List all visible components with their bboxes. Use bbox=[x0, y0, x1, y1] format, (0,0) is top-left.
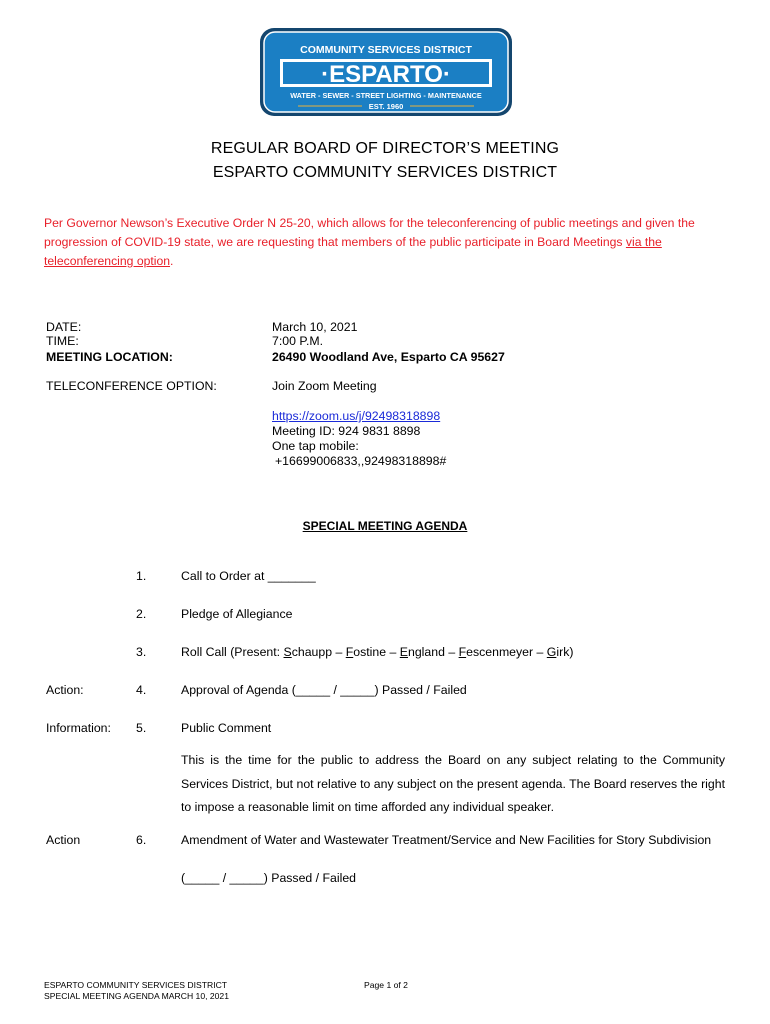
logo-services: WATER - SEWER - STREET LIGHTING - MAINTENANCE bbox=[290, 91, 482, 100]
member-initial: F bbox=[458, 645, 467, 659]
item-number: 4. bbox=[136, 683, 147, 697]
agenda-item-roll-call bbox=[181, 645, 573, 660]
location-label: MEETING LOCATION: bbox=[46, 350, 173, 364]
member-separator: – bbox=[444, 645, 459, 659]
meeting-location: 26490 Woodland Ave, Esparto CA 95627 bbox=[272, 350, 505, 364]
meeting-time: 7:00 P.M. bbox=[272, 334, 324, 348]
member-initial: G bbox=[546, 645, 557, 659]
member-separator: – bbox=[386, 645, 400, 659]
roll-call-prefix: Roll Call (Present: bbox=[181, 645, 284, 659]
district-logo bbox=[258, 26, 514, 118]
agenda-item-pledge: Pledge of Allegiance bbox=[181, 607, 293, 621]
item-number: 3. bbox=[136, 645, 147, 659]
member-name: chaupp bbox=[291, 645, 333, 659]
item-number: 6. bbox=[136, 833, 147, 847]
member-name: ostine bbox=[353, 645, 387, 659]
item-type-label: Information: bbox=[46, 721, 111, 735]
member-name: irk bbox=[556, 645, 570, 659]
district-title: ESPARTO COMMUNITY SERVICES DISTRICT bbox=[212, 164, 558, 181]
one-tap-phone: +16699006833,,92498318898# bbox=[275, 454, 447, 468]
item-type-label: Action bbox=[46, 833, 81, 847]
agenda-item-public-comment: Public Comment bbox=[181, 721, 272, 735]
public-comment-paragraph: This is the time for the public to address the Board on any subject relating to the Community Services District, but not relative to any subject on the present agenda. The Board reserves the right to impose a reasonable limit on time afforded any individual speaker. bbox=[181, 753, 725, 814]
notice-end: . bbox=[170, 254, 174, 268]
page-number: Page 1 of 2 bbox=[364, 980, 408, 990]
agenda-heading: SPECIAL MEETING AGENDA bbox=[302, 519, 468, 533]
notice-text: Per Governor Newson’s Executive Order N 25-20, which allows for the teleconferencing of public meetings and given the progression of COVID-19 state, we are requesting that members of the public participate in Board Meetings bbox=[44, 216, 695, 249]
logo-est: EST. 1960 bbox=[368, 102, 404, 111]
agenda-item-amendment: Amendment of Water and Wastewater Treatment/Service and New Facilities for Story Subdivision bbox=[181, 833, 712, 847]
logo-top-text: COMMUNITY SERVICES DISTRICT bbox=[300, 44, 472, 56]
meeting-date: March 10, 2021 bbox=[272, 320, 358, 334]
zoom-title: Join Zoom Meeting bbox=[272, 379, 377, 393]
meeting-title: REGULAR BOARD OF DIRECTOR’S MEETING bbox=[210, 140, 560, 157]
agenda-item-call-to-order: Call to Order at _______ bbox=[181, 569, 316, 583]
teleconference-label: TELECONFERENCE OPTION: bbox=[46, 379, 217, 393]
member-name: escenmeyer bbox=[466, 645, 534, 659]
zoom-link[interactable]: https://zoom.us/j/92498318898 bbox=[272, 409, 441, 423]
item-number: 1. bbox=[136, 569, 147, 583]
item-number: 5. bbox=[136, 721, 147, 735]
logo-name: ·ESPARTO· bbox=[321, 61, 451, 88]
member-initial: F bbox=[345, 645, 354, 659]
roll-call-end: ) bbox=[569, 645, 574, 659]
agenda-item-approval: Approval of Agenda (_____ / _____) Passed / Failed bbox=[181, 683, 467, 697]
member-separator: – bbox=[332, 645, 346, 659]
member-initial: E bbox=[399, 645, 408, 659]
date-label: DATE: bbox=[46, 320, 82, 334]
member-initial: S bbox=[283, 645, 292, 659]
notice-link[interactable]: via the teleconferencing option bbox=[44, 235, 662, 268]
amendment-vote: (_____ / _____) Passed / Failed bbox=[181, 871, 357, 885]
time-label: TIME: bbox=[46, 334, 79, 348]
meeting-id: Meeting ID: 924 9831 8898 bbox=[272, 424, 421, 438]
item-type-label: Action: bbox=[46, 683, 84, 697]
one-tap-label: One tap mobile: bbox=[272, 439, 359, 453]
footer-left-line2: SPECIAL MEETING AGENDA MARCH 10, 2021 bbox=[44, 991, 229, 1001]
item-number: 2. bbox=[136, 607, 147, 621]
member-separator: – bbox=[533, 645, 547, 659]
covid-notice bbox=[44, 214, 724, 271]
member-name: ngland bbox=[407, 645, 445, 659]
footer-left-line1: ESPARTO COMMUNITY SERVICES DISTRICT bbox=[44, 980, 228, 990]
